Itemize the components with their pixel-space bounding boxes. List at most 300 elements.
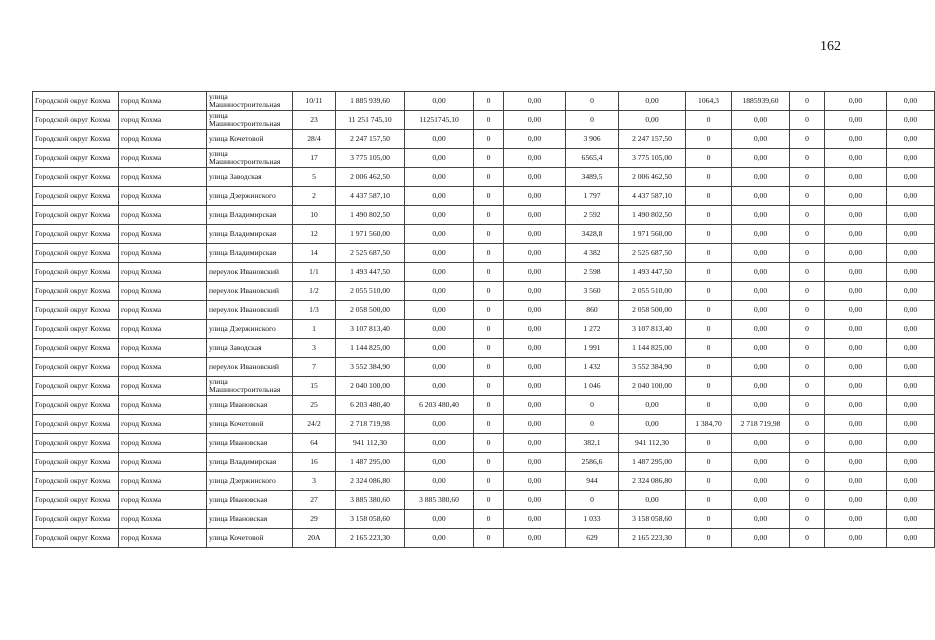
- table-cell: 0,00: [825, 111, 887, 130]
- table-cell: 0,00: [732, 206, 790, 225]
- table-cell: 0,00: [732, 168, 790, 187]
- table-cell: 1 432: [566, 358, 619, 377]
- table-cell: 0: [790, 244, 825, 263]
- table-cell: 0: [474, 377, 504, 396]
- table-cell: 0,00: [887, 491, 935, 510]
- table-cell: Городской округ Кохма: [33, 396, 119, 415]
- table-cell: 0: [686, 244, 732, 263]
- table-cell: 2 718 719,98: [732, 415, 790, 434]
- table-cell: 2 525 687,50: [336, 244, 405, 263]
- table-cell: 0,00: [405, 282, 474, 301]
- table-cell: 1 991: [566, 339, 619, 358]
- table-cell: город Кохма: [119, 92, 207, 111]
- table-cell: улица Владимирская: [207, 244, 293, 263]
- table-cell: 0: [686, 529, 732, 548]
- table-cell: 0,00: [825, 377, 887, 396]
- table-cell: Городской округ Кохма: [33, 415, 119, 434]
- table-cell: 0,00: [732, 472, 790, 491]
- table-row: [33, 149, 935, 168]
- table-cell: 0,00: [504, 111, 566, 130]
- table-cell: 0,00: [732, 491, 790, 510]
- table-cell: 0: [686, 187, 732, 206]
- table-cell: 2 055 510,00: [336, 282, 405, 301]
- table-cell: 0,00: [405, 149, 474, 168]
- table-cell: 0: [474, 149, 504, 168]
- table-cell: 0,00: [887, 301, 935, 320]
- table-cell: 1 033: [566, 510, 619, 529]
- table-cell: 2 040 100,00: [336, 377, 405, 396]
- table-cell: 0,00: [619, 111, 686, 130]
- table-cell: город Кохма: [119, 263, 207, 282]
- table-cell: 0: [686, 453, 732, 472]
- table-cell: 0,00: [887, 510, 935, 529]
- table-cell: 0,00: [825, 301, 887, 320]
- table-cell: 0: [790, 92, 825, 111]
- table-cell: 6 203 480,40: [336, 396, 405, 415]
- table-cell: 0: [566, 396, 619, 415]
- table-cell: 0: [686, 358, 732, 377]
- table-cell: Городской округ Кохма: [33, 453, 119, 472]
- table-cell: Городской округ Кохма: [33, 92, 119, 111]
- table-cell: 0,00: [825, 415, 887, 434]
- table-cell: 0,00: [887, 244, 935, 263]
- table-cell: 0,00: [732, 263, 790, 282]
- table-cell: 0,00: [504, 282, 566, 301]
- table-cell: 0: [790, 130, 825, 149]
- table-row: [33, 130, 935, 149]
- table-cell: 0,00: [732, 529, 790, 548]
- table-row: [33, 301, 935, 320]
- table-cell: 0,00: [887, 453, 935, 472]
- table-cell: 0,00: [732, 396, 790, 415]
- table-cell: 0,00: [887, 130, 935, 149]
- table-cell: 0,00: [732, 434, 790, 453]
- table-cell: 1/2: [293, 282, 336, 301]
- table-cell: 0,00: [732, 111, 790, 130]
- table-cell: 0: [686, 282, 732, 301]
- table-cell: улица Ивановская: [207, 434, 293, 453]
- table-cell: Городской округ Кохма: [33, 301, 119, 320]
- table-cell: 10/11: [293, 92, 336, 111]
- table-cell: 0,00: [825, 225, 887, 244]
- table-cell: 0,00: [504, 320, 566, 339]
- table-row: [33, 358, 935, 377]
- table-cell: 64: [293, 434, 336, 453]
- table-cell: город Кохма: [119, 377, 207, 396]
- table-cell: 1 885 939,60: [336, 92, 405, 111]
- table-cell: Городской округ Кохма: [33, 510, 119, 529]
- table-cell: 3 552 384,90: [336, 358, 405, 377]
- table-cell: 0,00: [504, 301, 566, 320]
- table-cell: 0,00: [405, 206, 474, 225]
- table-cell: 2: [293, 187, 336, 206]
- table-cell: 0,00: [825, 168, 887, 187]
- table-cell: 0,00: [825, 453, 887, 472]
- table-row: [33, 529, 935, 548]
- table-cell: город Кохма: [119, 206, 207, 225]
- table-cell: город Кохма: [119, 301, 207, 320]
- table-cell: улица Машиностроительная: [207, 377, 293, 396]
- table-cell: переулок Ивановский: [207, 301, 293, 320]
- table-row: [33, 187, 935, 206]
- table-cell: 0,00: [405, 263, 474, 282]
- table-cell: 0,00: [887, 225, 935, 244]
- table-row: [33, 263, 935, 282]
- table-cell: 2 718 719,98: [336, 415, 405, 434]
- table-cell: 0,00: [405, 320, 474, 339]
- table-cell: 0,00: [504, 225, 566, 244]
- table-cell: 0,00: [504, 510, 566, 529]
- table-cell: 12: [293, 225, 336, 244]
- table-cell: 944: [566, 472, 619, 491]
- table-cell: улица Дзержинского: [207, 187, 293, 206]
- table-cell: 0,00: [887, 377, 935, 396]
- table-cell: 0,00: [504, 396, 566, 415]
- table-cell: улица Кочетовой: [207, 130, 293, 149]
- table-cell: 2 058 500,00: [336, 301, 405, 320]
- table-cell: город Кохма: [119, 453, 207, 472]
- table-cell: 0: [790, 225, 825, 244]
- table-cell: улица Заводская: [207, 168, 293, 187]
- table-cell: Городской округ Кохма: [33, 320, 119, 339]
- table-cell: 0,00: [825, 206, 887, 225]
- table-cell: 0: [790, 149, 825, 168]
- table-cell: 0: [686, 168, 732, 187]
- table-cell: 0,00: [405, 472, 474, 491]
- table-cell: 0,00: [405, 187, 474, 206]
- table-cell: 0,00: [825, 130, 887, 149]
- table-cell: 0,00: [732, 453, 790, 472]
- table-cell: 0: [474, 282, 504, 301]
- table-cell: город Кохма: [119, 225, 207, 244]
- table-cell: 0: [686, 472, 732, 491]
- table-cell: 11251745,10: [405, 111, 474, 130]
- table-cell: город Кохма: [119, 472, 207, 491]
- table-cell: 1 797: [566, 187, 619, 206]
- table-cell: 0: [686, 339, 732, 358]
- table-cell: 0,00: [405, 415, 474, 434]
- table-cell: 2 247 157,50: [619, 130, 686, 149]
- table-cell: 0,00: [732, 377, 790, 396]
- table-cell: 3 107 813,40: [619, 320, 686, 339]
- table-row: [33, 168, 935, 187]
- table-cell: город Кохма: [119, 529, 207, 548]
- table-cell: 0,00: [887, 472, 935, 491]
- table-cell: 0,00: [732, 244, 790, 263]
- table-cell: Городской округ Кохма: [33, 130, 119, 149]
- table-cell: улица Заводская: [207, 339, 293, 358]
- table-cell: 0: [474, 168, 504, 187]
- table-cell: 23: [293, 111, 336, 130]
- table-cell: 3 158 058,60: [336, 510, 405, 529]
- table-cell: 0: [474, 130, 504, 149]
- table-cell: 1 493 447,50: [619, 263, 686, 282]
- table-cell: 1 487 295,00: [336, 453, 405, 472]
- table-cell: 0: [474, 320, 504, 339]
- table-cell: город Кохма: [119, 244, 207, 263]
- table-cell: 0,00: [887, 92, 935, 111]
- table-cell: 0,00: [825, 149, 887, 168]
- table-cell: 17: [293, 149, 336, 168]
- table-cell: 0,00: [825, 320, 887, 339]
- table-cell: 2 592: [566, 206, 619, 225]
- table-cell: 0: [686, 111, 732, 130]
- table-cell: 2 165 223,30: [619, 529, 686, 548]
- table-cell: 0,00: [504, 187, 566, 206]
- table-cell: Городской округ Кохма: [33, 244, 119, 263]
- table-cell: 0: [790, 396, 825, 415]
- table-cell: 27: [293, 491, 336, 510]
- table-cell: 1 272: [566, 320, 619, 339]
- table-cell: 860: [566, 301, 619, 320]
- table-cell: 3 885 380,60: [336, 491, 405, 510]
- table-cell: 0: [686, 396, 732, 415]
- table-cell: 0,00: [619, 92, 686, 111]
- table-cell: 24/2: [293, 415, 336, 434]
- table-row: [33, 491, 935, 510]
- table-cell: 0,00: [405, 358, 474, 377]
- table-cell: 0,00: [887, 358, 935, 377]
- table-cell: 0,00: [887, 282, 935, 301]
- table-cell: 0: [474, 263, 504, 282]
- table-cell: Городской округ Кохма: [33, 149, 119, 168]
- table-cell: 3 560: [566, 282, 619, 301]
- table-cell: 4 382: [566, 244, 619, 263]
- table-cell: 0: [686, 301, 732, 320]
- table-cell: 0: [474, 415, 504, 434]
- table-cell: 0: [686, 377, 732, 396]
- table-cell: 0: [790, 377, 825, 396]
- table-cell: 2586,6: [566, 453, 619, 472]
- table-cell: 2 055 510,00: [619, 282, 686, 301]
- table-cell: город Кохма: [119, 434, 207, 453]
- table-cell: 0: [474, 244, 504, 263]
- table-cell: 0: [566, 415, 619, 434]
- table-row: [33, 453, 935, 472]
- table-cell: город Кохма: [119, 149, 207, 168]
- table-cell: город Кохма: [119, 187, 207, 206]
- table-cell: улица Ивановская: [207, 491, 293, 510]
- table-cell: 1 384,70: [686, 415, 732, 434]
- table-cell: улица Дзержинского: [207, 472, 293, 491]
- table-cell: улица Машиностроительная: [207, 111, 293, 130]
- table-cell: 3 158 058,60: [619, 510, 686, 529]
- table-cell: 0,00: [504, 491, 566, 510]
- table-row: [33, 111, 935, 130]
- table-cell: 0: [566, 491, 619, 510]
- table-cell: улица Дзержинского: [207, 320, 293, 339]
- table-cell: город Кохма: [119, 130, 207, 149]
- table-cell: 0,00: [405, 244, 474, 263]
- table-cell: Городской округ Кохма: [33, 434, 119, 453]
- table-row: [33, 225, 935, 244]
- table-cell: 0,00: [887, 187, 935, 206]
- table-row: [33, 434, 935, 453]
- table-cell: Городской округ Кохма: [33, 111, 119, 130]
- table-cell: 3: [293, 339, 336, 358]
- table-cell: 0,00: [732, 339, 790, 358]
- table-cell: 0,00: [405, 130, 474, 149]
- table-cell: 0,00: [732, 358, 790, 377]
- table-cell: 3 107 813,40: [336, 320, 405, 339]
- table-cell: 0: [474, 529, 504, 548]
- table-cell: 0,00: [825, 244, 887, 263]
- table-cell: 0,00: [619, 396, 686, 415]
- table-cell: 0,00: [504, 206, 566, 225]
- table-cell: 4 437 587,10: [619, 187, 686, 206]
- table-cell: 3 775 105,00: [336, 149, 405, 168]
- table-cell: 0: [474, 339, 504, 358]
- table-cell: 0,00: [405, 510, 474, 529]
- table-cell: 0: [790, 187, 825, 206]
- table-cell: 0: [686, 130, 732, 149]
- table-cell: улица Владимирская: [207, 453, 293, 472]
- table-cell: 941 112,30: [336, 434, 405, 453]
- table-cell: 1/3: [293, 301, 336, 320]
- table-cell: 2 598: [566, 263, 619, 282]
- table-cell: Городской округ Кохма: [33, 339, 119, 358]
- table-cell: 0,00: [504, 149, 566, 168]
- table-cell: 3 885 380,60: [405, 491, 474, 510]
- table-cell: 0,00: [732, 130, 790, 149]
- table-cell: 0,00: [825, 282, 887, 301]
- table-cell: Городской округ Кохма: [33, 187, 119, 206]
- table-cell: 0,00: [504, 339, 566, 358]
- table-cell: 0,00: [405, 168, 474, 187]
- table-cell: 1 493 447,50: [336, 263, 405, 282]
- table-cell: 1 046: [566, 377, 619, 396]
- table-row: [33, 92, 935, 111]
- table-cell: 0,00: [405, 301, 474, 320]
- table-cell: 0,00: [504, 92, 566, 111]
- table-cell: 3428,8: [566, 225, 619, 244]
- table-cell: 0,00: [732, 320, 790, 339]
- table-cell: 25: [293, 396, 336, 415]
- table-cell: 0,00: [887, 320, 935, 339]
- table-cell: улица Владимирская: [207, 206, 293, 225]
- table-cell: 2 324 086,80: [619, 472, 686, 491]
- table-cell: 0,00: [405, 529, 474, 548]
- table-row: [33, 339, 935, 358]
- table-cell: 0,00: [732, 225, 790, 244]
- table-cell: 0,00: [504, 434, 566, 453]
- table-cell: 29: [293, 510, 336, 529]
- table-cell: Городской округ Кохма: [33, 491, 119, 510]
- table-cell: город Кохма: [119, 510, 207, 529]
- table-cell: 11 251 745,10: [336, 111, 405, 130]
- table-cell: улица Ивановская: [207, 396, 293, 415]
- table-cell: город Кохма: [119, 282, 207, 301]
- table-row: [33, 472, 935, 491]
- table-cell: улица Ивановская: [207, 510, 293, 529]
- table-cell: переулок Ивановский: [207, 263, 293, 282]
- table-cell: 6 203 480,40: [405, 396, 474, 415]
- table-cell: 2 247 157,50: [336, 130, 405, 149]
- page-number: 162: [820, 39, 841, 54]
- table-cell: 0: [790, 472, 825, 491]
- table-cell: 0,00: [504, 358, 566, 377]
- table-cell: 0: [474, 491, 504, 510]
- table-cell: 3 552 384,90: [619, 358, 686, 377]
- table-cell: 0,00: [405, 225, 474, 244]
- table-cell: 0,00: [619, 415, 686, 434]
- table-cell: 0,00: [825, 472, 887, 491]
- table-cell: 1 971 560,00: [619, 225, 686, 244]
- table-cell: 0,00: [887, 263, 935, 282]
- table-cell: 4 437 587,10: [336, 187, 405, 206]
- table-cell: Городской округ Кохма: [33, 225, 119, 244]
- table-cell: улица Владимирская: [207, 225, 293, 244]
- table-cell: 0: [474, 358, 504, 377]
- table-cell: 1 490 802,50: [619, 206, 686, 225]
- table-cell: 382,1: [566, 434, 619, 453]
- table-cell: город Кохма: [119, 339, 207, 358]
- table-cell: 0: [790, 358, 825, 377]
- table-cell: 0: [474, 472, 504, 491]
- table-cell: 0,00: [504, 244, 566, 263]
- table-cell: 0: [474, 396, 504, 415]
- table-cell: 0: [790, 415, 825, 434]
- table-cell: 7: [293, 358, 336, 377]
- table-cell: 0,00: [825, 491, 887, 510]
- table-cell: 10: [293, 206, 336, 225]
- table-cell: 0: [790, 206, 825, 225]
- table-cell: 0,00: [887, 434, 935, 453]
- table-row: [33, 510, 935, 529]
- table-cell: 0,00: [504, 529, 566, 548]
- table-cell: 0: [790, 491, 825, 510]
- table-cell: 6565,4: [566, 149, 619, 168]
- table-cell: 2 525 687,50: [619, 244, 686, 263]
- table-cell: город Кохма: [119, 168, 207, 187]
- table-cell: Городской округ Кохма: [33, 282, 119, 301]
- table-cell: 2 006 462,50: [336, 168, 405, 187]
- table-cell: 5: [293, 168, 336, 187]
- table-cell: 0,00: [825, 510, 887, 529]
- table-cell: 2 165 223,30: [336, 529, 405, 548]
- table-cell: 0: [686, 434, 732, 453]
- table-cell: 0,00: [732, 282, 790, 301]
- table-cell: 0: [790, 301, 825, 320]
- table-cell: 0: [790, 111, 825, 130]
- table-cell: город Кохма: [119, 491, 207, 510]
- table-cell: 0: [474, 301, 504, 320]
- table-cell: 941 112,30: [619, 434, 686, 453]
- table-cell: 28/4: [293, 130, 336, 149]
- table-cell: 0: [686, 320, 732, 339]
- table-cell: 1 490 802,50: [336, 206, 405, 225]
- table-cell: 0,00: [504, 472, 566, 491]
- table-cell: 3 775 105,00: [619, 149, 686, 168]
- table-cell: 0,00: [825, 263, 887, 282]
- table-cell: 16: [293, 453, 336, 472]
- table-cell: 1 144 825,00: [619, 339, 686, 358]
- table-cell: 0,00: [619, 491, 686, 510]
- table-cell: 0,00: [504, 415, 566, 434]
- table-cell: 0,00: [732, 149, 790, 168]
- table-row: [33, 415, 935, 434]
- table-cell: переулок Ивановский: [207, 358, 293, 377]
- table-cell: 0,00: [405, 339, 474, 358]
- table-cell: 20А: [293, 529, 336, 548]
- table-cell: 0: [474, 510, 504, 529]
- table-row: [33, 377, 935, 396]
- table-cell: 1064,3: [686, 92, 732, 111]
- table-cell: 0: [790, 282, 825, 301]
- table-cell: 0,00: [504, 377, 566, 396]
- table-cell: улица Машиностроительная: [207, 149, 293, 168]
- table-cell: 1/1: [293, 263, 336, 282]
